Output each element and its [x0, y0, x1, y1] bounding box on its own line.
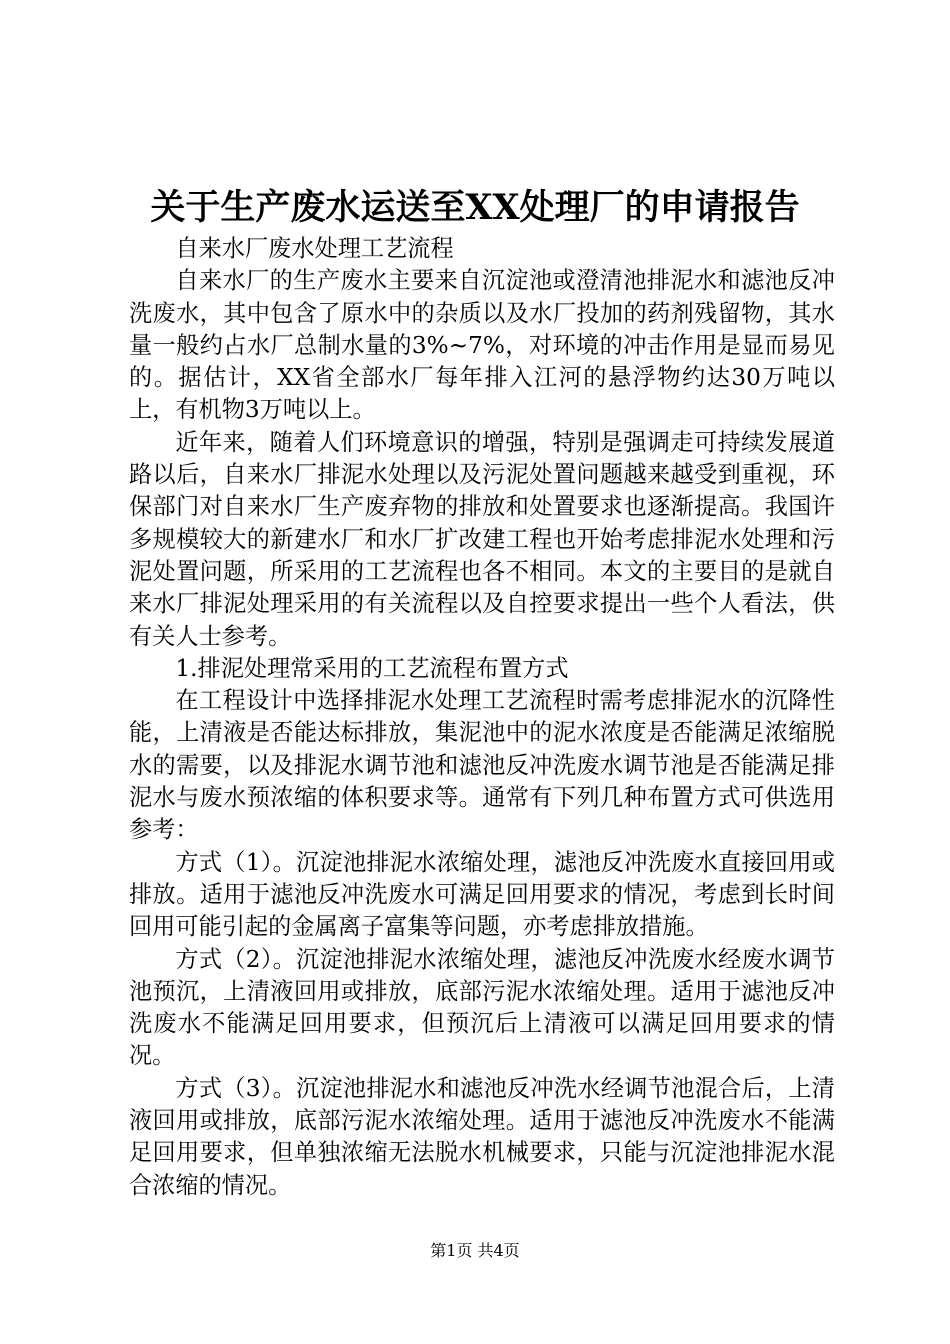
body-paragraph: 自来水厂的生产废水主要来自沉淀池或澄清池排泥水和滤池反冲洗废水，其中包含了原水中的杂质以及水厂投加的药剂残留物，其水量一般约占水厂总制水量的3%~7%，对环境的冲击作用是显而易见的。据估计，XX省全部水厂每年排入江河的悬浮物约达30万吨以上，有机物3万吨以上。 [129, 267, 835, 424]
body-paragraph: 在工程设计中选择排泥水处理工艺流程时需考虑排泥水的沉降性能，上清液是否能达标排放，集泥池中的泥水浓度是否能满足浓缩脱水的需要，以及排泥水调节池和滤池反冲洗废水调节池是否能满足排泥水与废水预浓缩的体积要求等。通常有下列几种布置方式可供选用参考： [129, 687, 835, 844]
body-paragraph: 方式（2）。沉淀池排泥水浓缩处理，滤池反冲洗废水经废水调节池预沉，上清液回用或排放，底部污泥水浓缩处理。适用于滤池反冲洗废水不能满足回用要求，但预沉后上清液可以满足回用要求的情况。 [129, 945, 835, 1070]
body-paragraph: 近年来，随着人们环境意识的增强，特别是强调走可持续发展道路以后，自来水厂排泥水处理以及污泥处置问题越来越受到重视，环保部门对自来水厂生产废弃物的排放和处置要求也逐渐提高。我国许多规模较大的新建水厂和水厂扩改建工程也开始考虑排泥水处理和污泥处置问题，所采用的工艺流程也各不相同。本文的主要目的是就自来水厂排泥处理采用的有关流程以及自控要求提出一些个人看法，供有关人士参考。 [129, 428, 835, 650]
document-body [129, 233, 835, 1202]
section-heading: 1.排泥处理常采用的工艺流程布置方式 [175, 654, 569, 682]
page-number-footer: 第1页 共4页 [430, 1241, 520, 1260]
section-heading: 自来水厂废水处理工艺流程 [175, 235, 454, 262]
body-paragraph: 方式（1）。沉淀池排泥水浓缩处理，滤池反冲洗废水直接回用或排放。适用于滤池反冲洗废水可满足回用要求的情况，考虑到长时间回用可能引起的金属离子富集等问题，亦考虑排放措施。 [129, 848, 835, 941]
body-paragraph: 方式（3）。沉淀池排泥水和滤池反冲洗水经调节池混合后，上清液回用或排放，底部污泥水浓缩处理。适用于滤池反冲洗废水不能满足回用要求，但单独浓缩无法脱水机械要求，只能与沉淀池排泥水混合浓缩的情况。 [129, 1074, 835, 1199]
document-title: 关于生产废水运送至XX处理厂的申请报告 [150, 187, 800, 228]
